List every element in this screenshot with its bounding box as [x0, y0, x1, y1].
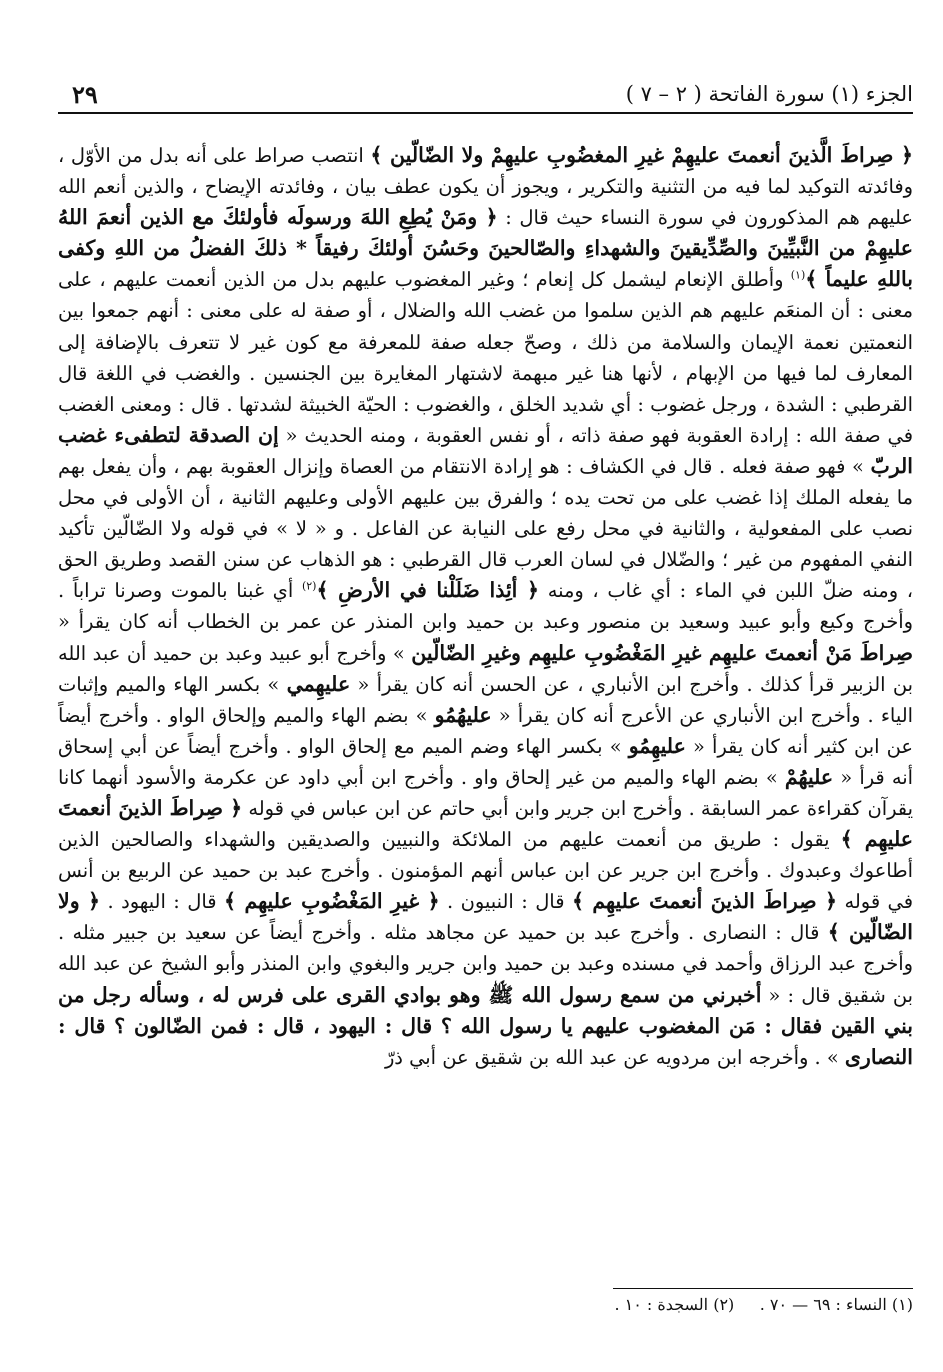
hadith-quote: إن الصدقة لتطفىء غضب الربّ: [58, 422, 913, 478]
commentary-text: » بضم الهاء والميم وإلحاق الواو . وأخرج أيضاً عن ابن كثير أنه كان يقرأ «: [58, 703, 913, 758]
footnotes: [614, 1295, 913, 1314]
quran-reading: عليهُمُو: [434, 702, 492, 727]
hadith-quote: أخبرني من سمع رسول الله ﷺ وهو بوادي القرى على فرس له ، وسأله رجل من بني القين فقال : مَن المغضوب عليهم يا رسول الله ؟ قال : اليهود ، قال : فمن الضّالون ؟ قال : النصارى: [58, 982, 913, 1069]
commentary-text: » فهو صفة فعله . قال في الكشاف : هو إرادة الانتقام من العصاة وإنزال العقوبة بهم ، وأن يفعل بهم ما يفعله الملك إذا غضب على من تحت يده ؛ والفرق بين عليهم الأولى وعليهم الثانية ، أن الأولى في محل نصب على المفعولية ، والثانية في محل رفع على النيابة عن الفاعل . و « لا » في قوله ولا الضّالّين تأكيد النفي المفهوم من غير ؛ والضّلال في لسان العرب قال القرطبي : هو الذهاب عن سنن القصد وطريق الحق ، ومنه ضلّ اللبن في الماء : أي غاب ، ومنه: [58, 454, 914, 603]
page-number: ٢٩: [72, 80, 98, 109]
quran-reading: صِراطَ مَنْ أنعمتَ عليهِم غيرِ المَغْضُوبِ عليهِم وغيرِ الضّالّين: [411, 640, 913, 665]
footnote-1: (١) النساء : ٦٩ — ٧٠ .: [759, 1295, 913, 1314]
quran-reading: عليهِمُو: [628, 733, 686, 758]
commentary-text: » بكسر الهاء وضم الميم مع إلحاق الواو . وأخرج أيضاً عن أبي إسحاق أنه قرأ «: [58, 734, 913, 789]
quran-verse: ﴿ أئِذا ضَلَلْنا في الأرضِ ﴾: [316, 578, 540, 603]
commentary-text: » بضم الهاء والميم من غير إلحاق واو . وأخرج ابن أبي داود عن عكرمة والأسود أنهما كانا يقرآن كقراءة عمر السابقة . وأخرج ابن جرير وابن أبي حاتم عن ابن عباس في قوله: [58, 765, 913, 820]
commentary-text: يقول : طريق من أنعمت عليهم من الملائكة والنبيين والصديقين والشهداء والصالحين الذين أطاعوك وعبدوك . وأخرج ابن جرير عن ابن عباس أنهم المؤمنون . وأخرج عبد بن حميد عن الربيع بن أنس في قوله: [58, 828, 913, 914]
footnote-ref: (٢): [301, 579, 317, 593]
commentary-text: قال : اليهود .: [100, 890, 224, 914]
page: [58, 78, 913, 1353]
commentary-text: وأطلق الإنعام ليشمل كل إنعام ؛ وغير المغضوب عليهم بدل من الذين أنعمت عليهم ، على معنى : أن المنعَم عليهم هم الذين سلموا من غضب الله والضلال ، أو صفة له على معنى : أنهم جمعوا بين النعمتين نعمة الإيمان والسلامة من ذلك ، وصحّ جعله صفة للمعرفة مع كون غير لا تتعرف بالإضافة إلى المعارف لما فيها من الإبهام ، لأنها هنا غير مبهمة لاشتهار المغايرة بين الجنسين . والغضب في اللغة قال القرطبي : الشدة ، ورجل غضوب : أي شديد الخلق ، والغضوب : الحيّة الخبيثة لشدتها . قال : ومعنى الغضب في صفة الله : إرادة العقوبة فهو صفة ذاته ، أو نفس العقوبة ، ومنه الحديث «: [58, 268, 913, 447]
body-text: [58, 140, 913, 1073]
quran-verse: ﴿ غيرِ المَغْضُوبِ عليهِم ﴾: [224, 889, 440, 914]
commentary-text: » بكسر الهاء والميم وإثبات الياء . وأخرج ابن الأنباري عن الأعرج أنه كان يقرأ «: [58, 672, 913, 727]
commentary-text: قال : النبيون .: [439, 890, 572, 914]
commentary-text: » . وأخرجه ابن مردويه عن عبد الله بن شقيق عن أبي ذرّ: [384, 1045, 845, 1069]
quran-verse: ﴿ صِراطَ الذينَ أنعمتَ عليهِم ﴾: [58, 795, 913, 852]
commentary-text: قال : النصارى . وأخرج عبد بن حميد عن مجاهد مثله . وأخرج أيضاً عن سعيد بن جبير مثله . وأخرج عبد الرزاق وأحمد في مسنده وعبد بن حميد وابن جرير والبغوي وابن المنذر وأبو الشيخ عن عبد الله بن شقيق قال : «: [58, 921, 913, 1007]
commentary-text: » وأخرج أبو عبيد وعبد بن حميد أن عبد الله بن الزبير قرأ كذلك . وأخرج ابن الأنباري ، عن الحسن أنه كان يقرأ «: [58, 641, 913, 696]
commentary-text: انتصب صراط على أنه بدل من الأوّل ، وفائدته التوكيد لما فيه من التثنية والتكرير ، ويجوز أن يكون عطف بيان ، وفائدته الإيضاح ، والذين أنعم الله عليهم هم المذكورون في سورة النساء حيث قال :: [58, 144, 913, 230]
footnote-divider: [613, 1288, 913, 1289]
running-title: الجزء (١) سورة الفاتحة ( ٢ – ٧ ): [625, 82, 913, 106]
quran-verse: ﴿ ولا الضّالّين ﴾: [58, 889, 913, 945]
quran-reading: عليهِمي: [286, 671, 351, 696]
quran-verse: ﴿ صِراطَ الذينَ أنعمتَ عليهِم ﴾: [571, 889, 838, 914]
quran-verse: ﴿ صِراطَ الَّذينَ أنعمتَ عليهِمْ غيرِ المغضُوبِ عليهِمْ ولا الضّالّين ﴾: [370, 143, 913, 167]
commentary-text: أي غبنا بالموت وصرنا تراباً . وأخرج وكيع وأبو عبيد وسعيد بن منصور وعبد بن حميد وابن المنذر عن عمر بن الخطاب أنه كان يقرأ «: [58, 579, 913, 634]
quran-verse: ﴿ ومَنْ يُطِعِ اللهَ ورسولَه فأولئكَ مع الذين أنعمَ اللهُ عليهِمْ من النَّبيِّينَ والصِّدِّيقينَ والشهداءِ والصّالحينَ وحَسُنَ أولئكَ رفيقاً * ذلكَ الفضلُ من اللهِ وكفى باللهِ عليماً ﴾: [58, 205, 913, 292]
quran-reading: عليهُمْ: [784, 764, 834, 789]
footnote-ref: (١): [790, 268, 806, 282]
footnote-2: (٢) السجدة : ١٠ .: [614, 1295, 735, 1314]
page-header: [58, 78, 913, 114]
